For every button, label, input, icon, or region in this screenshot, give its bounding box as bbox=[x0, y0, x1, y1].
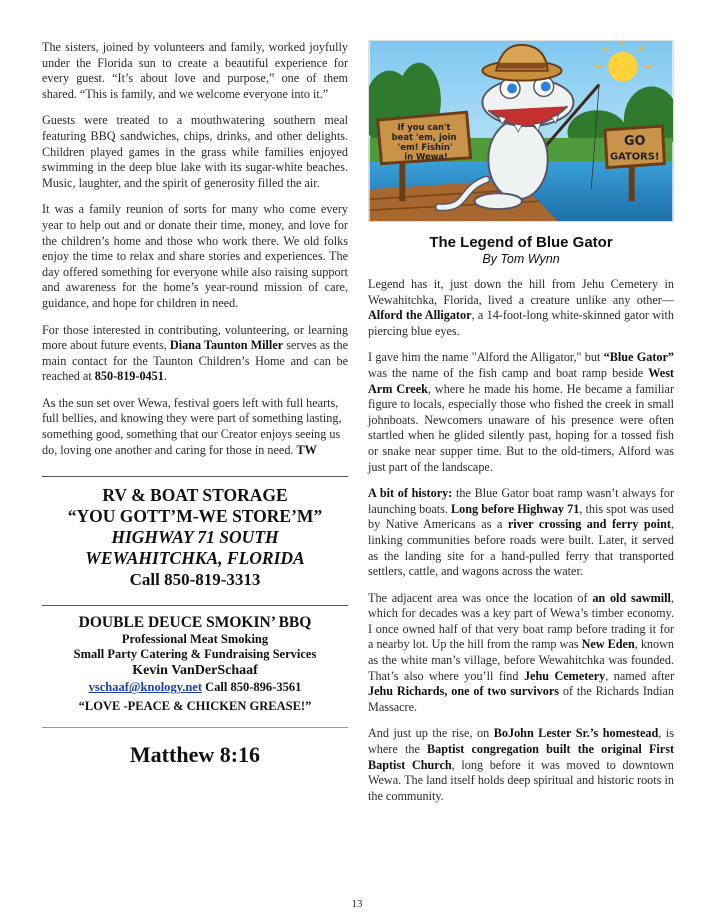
sign-text: If you can't bbox=[397, 122, 451, 133]
author-signature: TW bbox=[296, 442, 317, 457]
storage-ad-address: HIGHWAY 71 SOUTH bbox=[111, 527, 279, 548]
paragraph: The sisters, joined by volunteers and family, worked joyfully under the Florida sun to create a beautiful experience for every guest. “It’s about love and purpose,” one of them shared. “This is family, and we welcome everyone into it.” bbox=[42, 40, 348, 101]
right-column bbox=[368, 40, 674, 815]
article-byline: By Tom Wynn bbox=[482, 252, 560, 266]
email-link[interactable]: vschaaf@knology.net bbox=[88, 680, 203, 695]
paragraph: And just up the rise, on BoJohn Lester Sr.’s homestead, is where the Baptist congregation built the original First Baptist Church, long before it was moved to downtown Wewa. The land itself holds deep spiritual and historic roots in the community. bbox=[368, 726, 675, 803]
bbq-ad-owner: Kevin VanDerSchaaf bbox=[132, 663, 258, 679]
storage-ad-slogan: “YOU GOTT’M-WE STORE’M” bbox=[67, 506, 323, 527]
paragraph: As the sun set over Wewa, festival goers left with full hearts, full bellies, and knowing they were part of something lasting, something good, something that our Creator enjoys seeing us do, loving one another and caring for those in need. TW bbox=[42, 395, 342, 457]
blue-eye-icon bbox=[541, 82, 551, 92]
contact-name: Diana Taunton Miller bbox=[169, 338, 284, 353]
left-column bbox=[42, 40, 348, 768]
paragraph: Guests were treated to a mouthwatering southern meal featuring BBQ sandwiches, chips, drinks, and other delights. Children played games in the grass while families enjoyed swimming in the deep blue lake with its sugar-white beaches. Music, laughter, and the spirit of generosity filled the air. bbox=[42, 113, 348, 190]
bbq-ad-motto: “LOVE -PEACE & CHICKEN GREASE!” bbox=[78, 699, 312, 714]
divider bbox=[42, 727, 348, 728]
bible-verse: Matthew 8:16 bbox=[129, 742, 261, 768]
gator-fishing-illustration bbox=[368, 40, 674, 222]
contact-phone: 850-819-0451 bbox=[94, 369, 164, 384]
bbq-ad-subtitle: Professional Meat Smoking bbox=[121, 632, 269, 647]
article-title: The Legend of Blue Gator bbox=[429, 234, 613, 251]
storage-ad bbox=[42, 477, 348, 605]
paragraph: For those interested in contributing, volunteering, or learning more about future events, Diana Taunton Miller serves as the main contact for the Taunton Children’s Home and can be reached at 850-819-0451. bbox=[42, 322, 348, 384]
sign-text: beat 'em, join bbox=[391, 131, 457, 142]
paragraph: The adjacent area was once the location of an old sawmill, which for decades was a key part of Wewa’s timber economy. I once owned half of that very boat ramp before trading it for a nearby lot. Up the hill from the ramp was New Eden, known as the white man’s village, before Wewahitchka was founded. That’s also where you’ll find Jehu Cemetery, named after Jehu Richards, one of two survivors of the Richards Indian Massacre. bbox=[368, 590, 675, 714]
storage-ad-city: WEWAHITCHKA, FLORIDA bbox=[85, 548, 305, 569]
blue-eye-icon bbox=[507, 84, 517, 94]
storage-ad-phone: Call 850-819-3313 bbox=[129, 570, 261, 590]
bbq-ad-title: DOUBLE DEUCE SMOKIN’ BBQ bbox=[78, 614, 312, 632]
sign-text: in Wewa! bbox=[404, 151, 448, 162]
paragraph: I gave him the name "Alford the Alligator," but “Blue Gator” was the name of the fish camp and boat ramp beside West Arm Creek, where he made his home. He became a familiar figure to locals, especially those who fished the creek in small johnboats. Newcomers unaware of his presence were often startled when he glided silently past, hoping for a tossed fish or snake near supper time. But to the old-timers, Alford was just part of the landscape. bbox=[368, 350, 675, 474]
paragraph: It was a family reunion of sorts for many who come every year to help out and or donate their time, money, and love for the children’s home and those who work there. We old folks enjoy the time to relax and share stories and experiences. The day offered something for everyone while also raising support and awareness for the home’s year-round mission of care, guidance, and hope for children in need. bbox=[42, 202, 348, 310]
bbq-ad bbox=[42, 606, 348, 727]
sign-text: GO bbox=[624, 133, 646, 149]
storage-ad-line: RV & BOAT STORAGE bbox=[102, 485, 288, 506]
bbq-ad-contact: vschaaf@knology.net Call 850-896-3561 bbox=[88, 680, 302, 695]
page-number: 13 bbox=[351, 898, 363, 910]
paragraph: Legend has it, just down the hill from Jehu Cemetery in Wewahitchka, Florida, lived a creature unlike any other—Alford the Alligator, a 14-foot-long white-skinned gator with piercing blue eyes. bbox=[368, 277, 674, 338]
bbq-ad-services: Small Party Catering & Fundraising Services bbox=[73, 647, 317, 662]
sun-icon bbox=[608, 52, 638, 82]
sign-text: GATORS! bbox=[610, 151, 660, 163]
sign-text: 'em! Fishin' bbox=[397, 141, 453, 152]
paragraph: A bit of history: the Blue Gator boat ramp wasn’t always for launching boats. Long before Highway 71, this spot was used by Native Americans as a river crossing and ferry point, linking communities before roads were built. Later, it served as the landing site for a hand-pulled ferry that transported settlers, cattle, and wagons across the water. bbox=[368, 486, 675, 579]
